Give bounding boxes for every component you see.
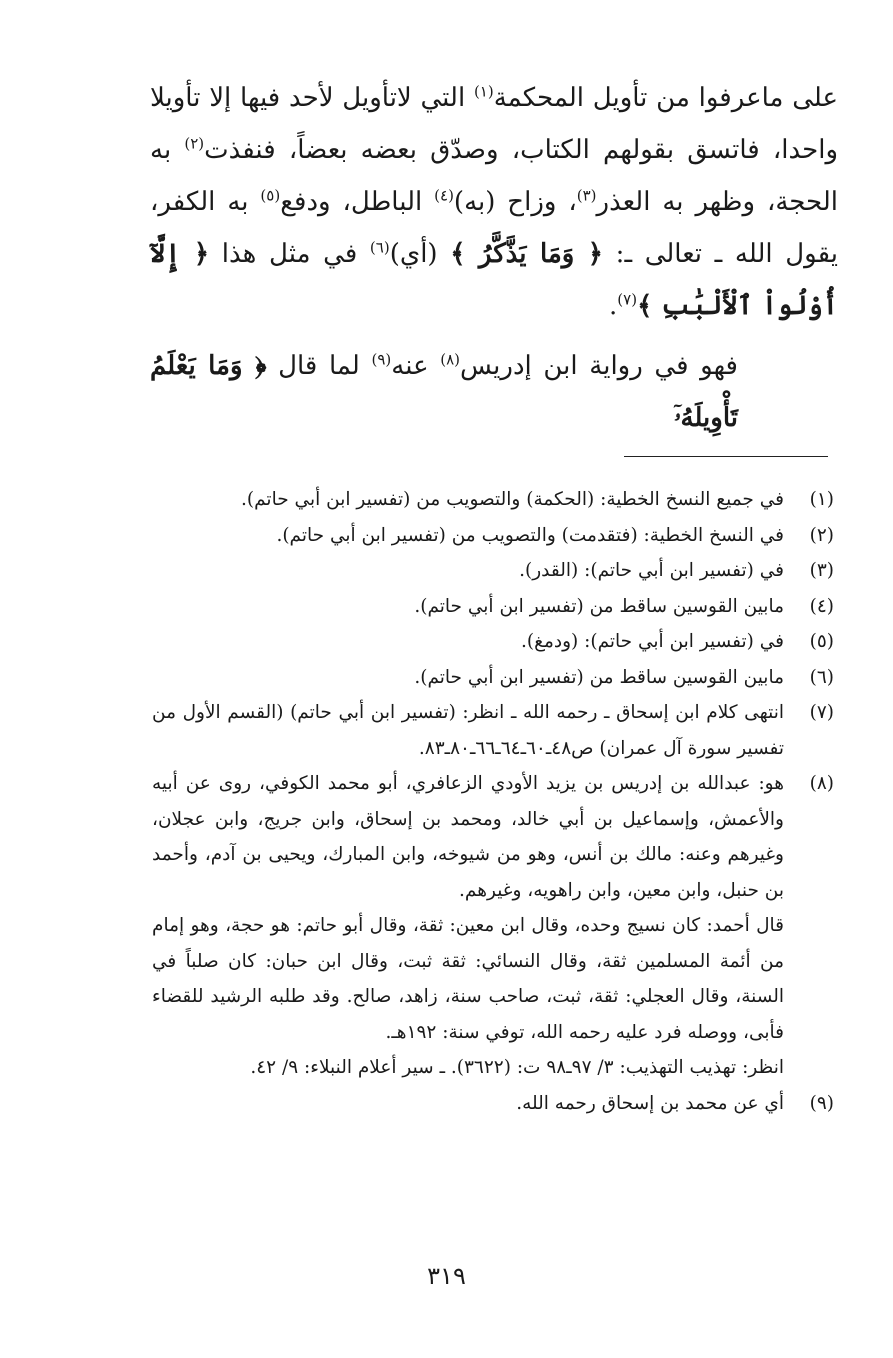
text-run: به الكفر، يقول الله ـ تعالى ـ: [150, 187, 838, 269]
text-run: التي لاتأويل لأحد فيها إلا تأويلا واحدا، فاتسق بقولهم الكتاب، وصدّق بعضه بعضاً، فنفذت [150, 83, 838, 165]
text-run: ، وزاح (به) [453, 187, 577, 217]
footnote-text: في (تفسير ابن أبي حاتم): (ودمغ). [521, 631, 784, 652]
footnote-paragraph: انظر: تهذيب التهذيب: ٣/ ٩٧ـ٩٨ ت: (٣٦٢٢). ـ سير أعلام النبلاء: ٩/ ٤٢. [250, 1057, 784, 1078]
footnote-number: (١) [809, 489, 834, 510]
footnote-text: أي عن محمد بن إسحاق رحمه الله. [516, 1092, 784, 1114]
quran-quote: ﴿ إِلَّآ أُوْلُواْ ٱلْأَلْبَٰبِ ﴾ [150, 239, 838, 321]
footnote-number: (٨) [809, 773, 834, 794]
footnote-text: مابين القوسين ساقط من (تفسير ابن أبي حاتم). [414, 595, 784, 617]
footnote-9 [152, 1086, 834, 1122]
page-number: ٣١٩ [427, 1262, 466, 1290]
footnote-8 [152, 766, 834, 1086]
footnote-number: (٤) [809, 595, 834, 617]
footnote-ref-2: (٢) [184, 134, 205, 153]
text-run: فهو في رواية ابن إدريس [460, 351, 738, 381]
footnote-text: في (تفسير ابن أبي حاتم): (القدر). [519, 560, 784, 581]
footnote-ref-9: (٩) [371, 350, 392, 369]
footnote-ref-5: (٥) [260, 186, 281, 205]
text-run: لما قال [266, 351, 372, 381]
quran-quote: ﴿ وَمَا يَذَّكَّرُ ﴾ [450, 239, 604, 269]
footnote-paragraph: قال أحمد: كان نسيج وحده، وقال ابن معين: ثقة، وقال أبو حاتم: هو حجة، وهو إمام من أئمة المسلمين ثقة، وقال النسائي: ثقة ثبت، وقال ابن حبان: كان صلباً في السنة، وقال العجلي: ثقة، ثبت، صاحب سنة، زاهد، صالح. وقد طلبه الرشيد للقضاء فأبى، ووصله فرد عليه رحمه الله، توفي سنة: ١٩٢هـ. [152, 915, 784, 1043]
footnote-text: مابين القوسين ساقط من (تفسير ابن أبي حاتم). [414, 666, 784, 688]
footnote-ref-4: (٤) [434, 186, 454, 205]
text-run: (أي) [389, 239, 451, 269]
footnote-2 [152, 518, 834, 554]
footnote-3 [152, 553, 834, 589]
footnote-number: (٥) [809, 631, 834, 652]
footnote-separator [624, 456, 828, 457]
text-run: . [609, 291, 618, 321]
footnote-number: (٧) [809, 702, 834, 723]
main-paragraph-1 [150, 72, 838, 332]
footnote-text [152, 766, 784, 1086]
footnote-number: (٢) [809, 524, 834, 546]
footnote-paragraph: هو: عبدالله بن إدريس بن يزيد الأودي الزعافري، أبو محمد الكوفي، روى عن أبيه والأعمش، وإسماعيل بن أبي خالد، ومحمد بن إسحاق، وابن جريج، وابن عجلان، وغيرهم وعنه: مالك بن أنس، وهو من شيوخه، وابن المبارك، ويحيى بن آدم، وأحمد بن حنبل، وابن معين، وابن راهويه، وغيرهم. [152, 773, 784, 901]
main-paragraph-2 [150, 340, 838, 444]
footnote-ref-8: (٨) [440, 350, 460, 369]
footnote-number: (٣) [809, 560, 834, 581]
footnote-ref-3: (٣) [576, 186, 597, 205]
footnote-4 [152, 589, 834, 625]
footnote-7 [152, 695, 834, 766]
text-run: في مثل هذا [209, 239, 370, 269]
text-run: على ماعرفوا من تأويل المحكمة [493, 83, 838, 113]
footnote-text: انتهى كلام ابن إسحاق ـ رحمه الله ـ انظر: (تفسير ابن أبي حاتم) (القسم الأول من تفسير سورة آل عمران) ص٤٨ـ٦٠ـ٦٤ـ٦٦ـ٨٠ـ٨٣. [152, 702, 784, 759]
text-run: الباطل، ودفع [280, 187, 435, 217]
footnote-ref-7: (٧) [617, 290, 638, 309]
footnote-ref-1: (١) [473, 82, 494, 101]
footnote-number: (٩) [809, 1092, 834, 1114]
footnote-ref-6: (٦) [369, 238, 390, 257]
text-run: به الحجة، وظهر به العذر [150, 135, 838, 217]
footnote-text: في جميع النسخ الخطية: (الحكمة) والتصويب من (تفسير ابن أبي حاتم). [241, 489, 784, 510]
footnotes [152, 482, 834, 1121]
text-run: عنه [391, 351, 441, 381]
footnote-5 [152, 624, 834, 660]
footnote-6 [152, 660, 834, 696]
footnote-1 [152, 482, 834, 518]
footnote-text: في النسخ الخطية: (فتقدمت) والتصويب من (تفسير ابن أبي حاتم). [276, 524, 784, 546]
main-text [150, 72, 838, 444]
footnote-number: (٦) [809, 666, 834, 688]
quran-quote: ﴿ وَمَا يَعْلَمُ تَأْوِيلَهُۥٓ [150, 351, 738, 433]
